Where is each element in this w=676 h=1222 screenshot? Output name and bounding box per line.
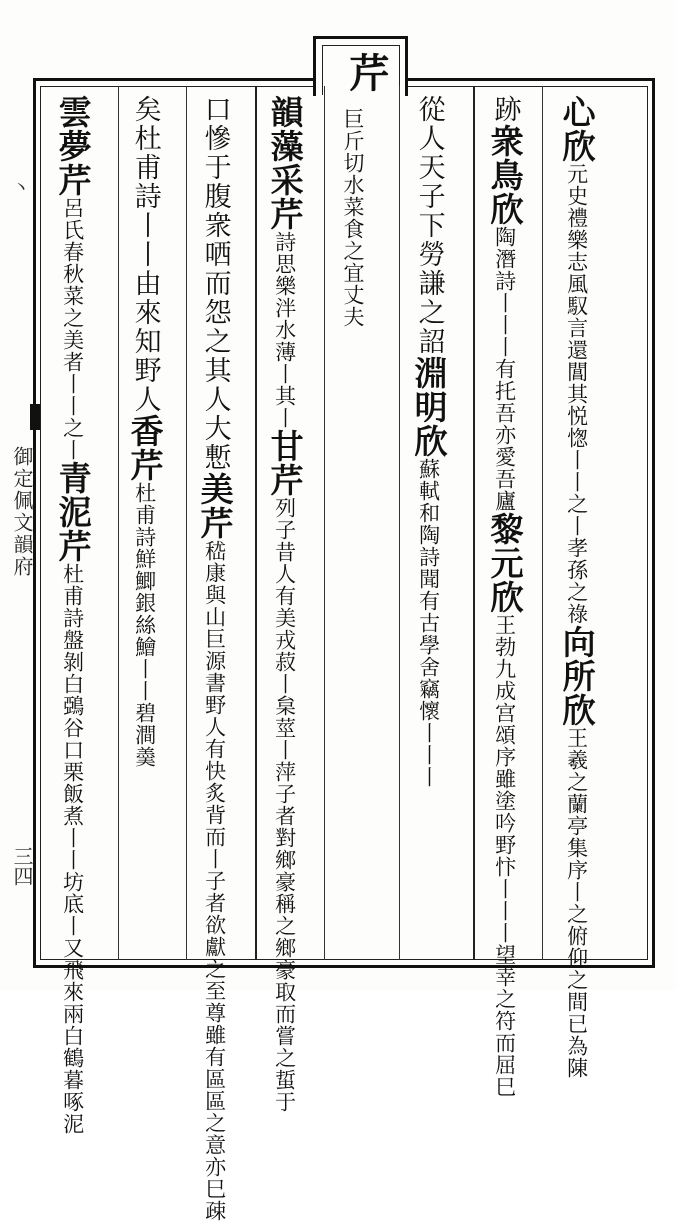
column-rule <box>542 86 543 960</box>
margin-top-mark: 丶 <box>9 178 30 196</box>
entry-citation: 詩思樂泮水薄丨其丨 <box>272 231 297 429</box>
continued-text: 口慘于腹衆哂而怨之其人大慙 <box>199 95 231 472</box>
page-margin <box>0 86 40 960</box>
column-rule <box>324 86 325 960</box>
entry-term: 衆鳥欣 <box>485 124 525 226</box>
entry-term: 香芹 <box>125 414 165 482</box>
column-rule <box>473 86 475 960</box>
entry-citation: 王勃九成宫頌序雖塗吟野忭丨丨丨望幸之符而屈巳 <box>492 614 517 1098</box>
heading-gloss <box>342 108 364 328</box>
entry-citation: 蘇軾和陶詩聞有古學舍竊懷丨丨丨 <box>416 458 441 788</box>
pronunciation-gloss: 巨斤切水菜食之宜丈夫 <box>341 108 366 328</box>
entry-term: 甘芹 <box>265 429 305 497</box>
continued-text: 從人天子下勞謙之詔 <box>413 95 445 356</box>
text-column-6 <box>195 95 235 1222</box>
entry-term: 心欣 <box>557 95 597 163</box>
continued-text: 跡 <box>489 95 521 124</box>
entry-term: 青泥芹 <box>53 461 93 563</box>
text-column-8 <box>53 95 93 1135</box>
column-rule <box>118 86 119 960</box>
column-rule <box>255 86 257 960</box>
entry-citation: 杜甫詩鮮鯽銀絲鱠丨丨碧澗羮 <box>132 482 157 768</box>
entry-citation: 杜甫詩盤剝白鵶谷口栗飯煮丨丨坊底丨又飛來兩白鶴暮啄泥 <box>60 563 85 1135</box>
text-column-7 <box>125 95 165 768</box>
rhyme-heading: 芹 <box>343 52 390 92</box>
text-column-1 <box>557 95 597 1079</box>
text-column-3 <box>409 95 449 788</box>
entry-citation: 陶潛詩丨丨丨有托吾亦愛吾廬 <box>492 226 517 512</box>
entry-term: 淵明欣 <box>409 356 449 458</box>
entry-citation: 呂氏春秋菜之美者丨丨之丨 <box>60 197 85 461</box>
entry-citation: 王羲之蘭亭集序丨之俯仰之間已為陳 <box>564 727 589 1079</box>
book-title: 御定佩文韻府 <box>10 446 34 578</box>
entry-term: 韻藻采芹 <box>265 95 305 231</box>
continued-text: 矣杜甫詩丨丨由來知野人 <box>129 95 161 414</box>
entry-term: 美芹 <box>195 472 235 540</box>
fish-tail-mark <box>30 404 40 430</box>
column-rule <box>186 86 187 960</box>
entry-term: 雲夢芹 <box>53 95 93 197</box>
entry-citation: 元史禮樂志風馭言還閶其悦愡丨丨之丨孝孫之祿 <box>564 163 589 625</box>
page-number: 三四 <box>10 846 34 886</box>
entry-term: 黎元欣 <box>485 512 525 614</box>
entry-term: 向所欣 <box>557 625 597 727</box>
text-column-2 <box>485 95 525 1098</box>
entry-citation: 嵇康與山巨源書野人有快炙背而丨子者欲獻之至尊雖有區區之意亦巳疎 <box>202 540 227 1222</box>
column-rule <box>399 86 400 960</box>
text-column-5 <box>265 95 305 1113</box>
entry-citation: 列子昔人有美戎菽丨枲莖丨萍子者對鄉豪稱之鄉豪取而嘗之蜇于 <box>272 497 297 1113</box>
